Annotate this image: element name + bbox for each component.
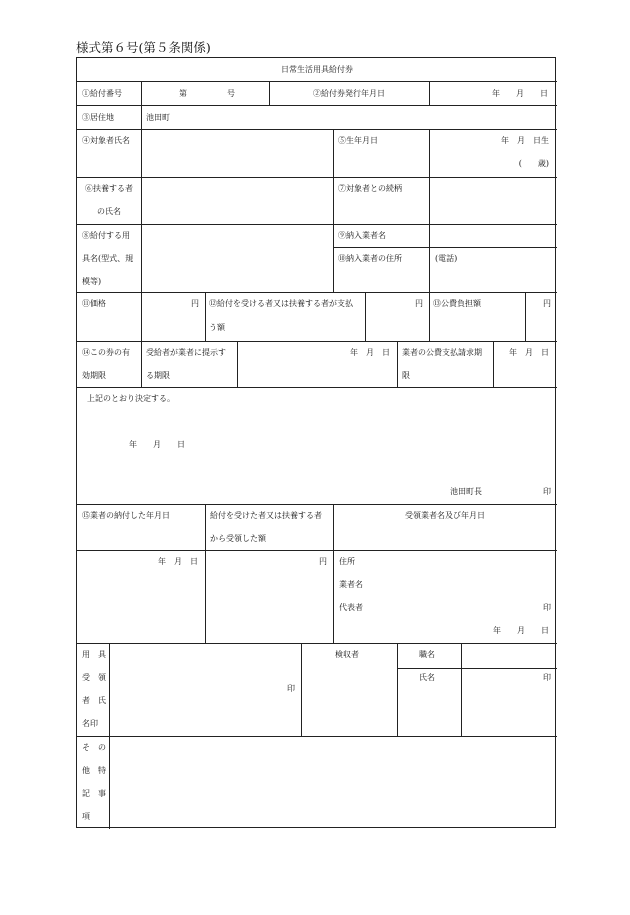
other-label-1: そ の [82,743,106,752]
rule [429,129,430,292]
public-burden-label: ⑬公費負担額 [433,299,481,308]
representative-seal: 印 [543,603,551,612]
price-label: ⑪価格 [82,299,106,308]
rule [77,643,557,644]
number-suffix: 号 [227,89,235,98]
rule [77,129,557,130]
mayor-label: 池田町長 [450,487,482,496]
received-yen: 円 [319,557,327,566]
rule [141,129,142,292]
rule [429,292,430,341]
issue-date-label: ②給付券発行年月日 [313,89,385,98]
rule [333,504,334,643]
claim-deadline-date: 年 月 日 [509,348,549,357]
present-deadline-date: 年 月 日 [350,348,390,357]
delivered-date-label: ⑮業者の納付した年月日 [82,511,170,520]
equipment-label-3: 模等) [82,277,102,286]
mayor-seal: 印 [543,487,551,496]
burden-label-2: う額 [209,323,225,332]
rule [205,292,206,341]
rule [77,341,557,342]
rule [365,292,366,341]
vendor-name-field: 業者名 [339,580,363,589]
rule [141,105,142,129]
decision-text: 上記のとおり決定する。 [87,394,175,403]
present-deadline-label-2: る期限 [146,371,170,380]
burden-yen: 円 [415,299,423,308]
vendor-name-label: ⑨納入業者名 [338,231,386,240]
vendor-date-label: 受領業者名及び年月日 [405,511,485,520]
collector-seal: 印 [287,684,295,693]
validity-label-2: 効期限 [82,371,106,380]
inspector-name-label: 氏名 [419,673,435,682]
rule [77,224,557,225]
rule [269,81,270,105]
rule [77,736,557,737]
rule [333,247,557,248]
equipment-label-1: ⑧給付する用 [82,231,130,240]
issue-date-value: 年 月 日 [492,89,548,98]
rule [301,643,302,736]
grant-number-label: ①給付番号 [82,89,122,98]
received-amount-label-1: 給付を受けた者又は扶養する者 [210,511,322,520]
rule [397,668,557,669]
phone-label: (電話) [435,254,458,263]
collector-label-1: 用 具 [82,650,106,659]
validity-label-1: ⑭この券の有 [82,348,130,357]
supporter-label-2: の氏名 [97,207,121,216]
rule [109,643,110,829]
age-value: ( 歳) [518,159,549,168]
rule [397,643,398,736]
rule [77,81,557,82]
rule [141,292,142,341]
claim-deadline-label-1: 業者の公費支払請求期 [402,348,482,357]
rule [461,643,462,736]
delivered-date: 年 月 日 [158,557,198,566]
birth-date-value: 年 月 日生 [501,136,549,145]
vendor-date: 年 月 日 [493,626,549,635]
other-label-3: 記 事 [82,789,106,798]
equipment-label-2: 具名(型式、規 [82,254,134,263]
form-title: 日常生活用具給付券 [281,65,353,74]
rule [429,81,430,105]
inspector-label: 検収者 [335,650,359,659]
rule [525,292,526,341]
rule [77,504,557,505]
rule [77,550,557,551]
collector-label-2: 受 領 [82,673,106,682]
representative-field: 代表者 [339,603,363,612]
collector-label-3: 者 氏 [82,696,106,705]
present-deadline-label-1: 受給者が業者に提示す [146,348,226,357]
rule [333,129,334,292]
public-yen: 円 [543,299,551,308]
claim-deadline-label-2: 限 [402,371,410,380]
supporter-label-1: ⑥扶養する者 [85,184,133,193]
rule [141,341,142,387]
rule [141,81,142,105]
residence-value: 池田町 [146,113,170,122]
decision-date: 年 月 日 [129,440,185,449]
vendor-address-field: 住所 [339,557,355,566]
rule [77,177,557,178]
subject-name-label: ④対象者氏名 [82,136,130,145]
form-table [76,57,556,828]
collector-label-4: 名印 [82,719,98,728]
rule [205,504,206,643]
rule [77,292,557,293]
birth-date-label: ⑤生年月日 [338,136,378,145]
number-prefix: 第 [179,89,187,98]
rule [77,105,557,106]
rule [397,341,398,387]
price-yen: 円 [191,299,199,308]
received-amount-label-2: から受領した額 [210,534,266,543]
rule [77,387,557,388]
other-label-4: 項 [82,812,90,821]
post-label: 職名 [419,650,435,659]
vendor-address-label: ⑩納入業者の住所 [338,254,402,263]
burden-label-1: ⑫給付を受ける者又は扶養する者が支払 [209,299,353,308]
inspector-seal: 印 [543,673,551,682]
rule [493,341,494,387]
other-label-2: 他 特 [82,766,106,775]
residence-label: ③居住地 [82,113,114,122]
rule [237,341,238,387]
relationship-label: ⑦対象者との続柄 [338,184,402,193]
form-caption: 様式第６号(第５条関係) [76,40,211,55]
